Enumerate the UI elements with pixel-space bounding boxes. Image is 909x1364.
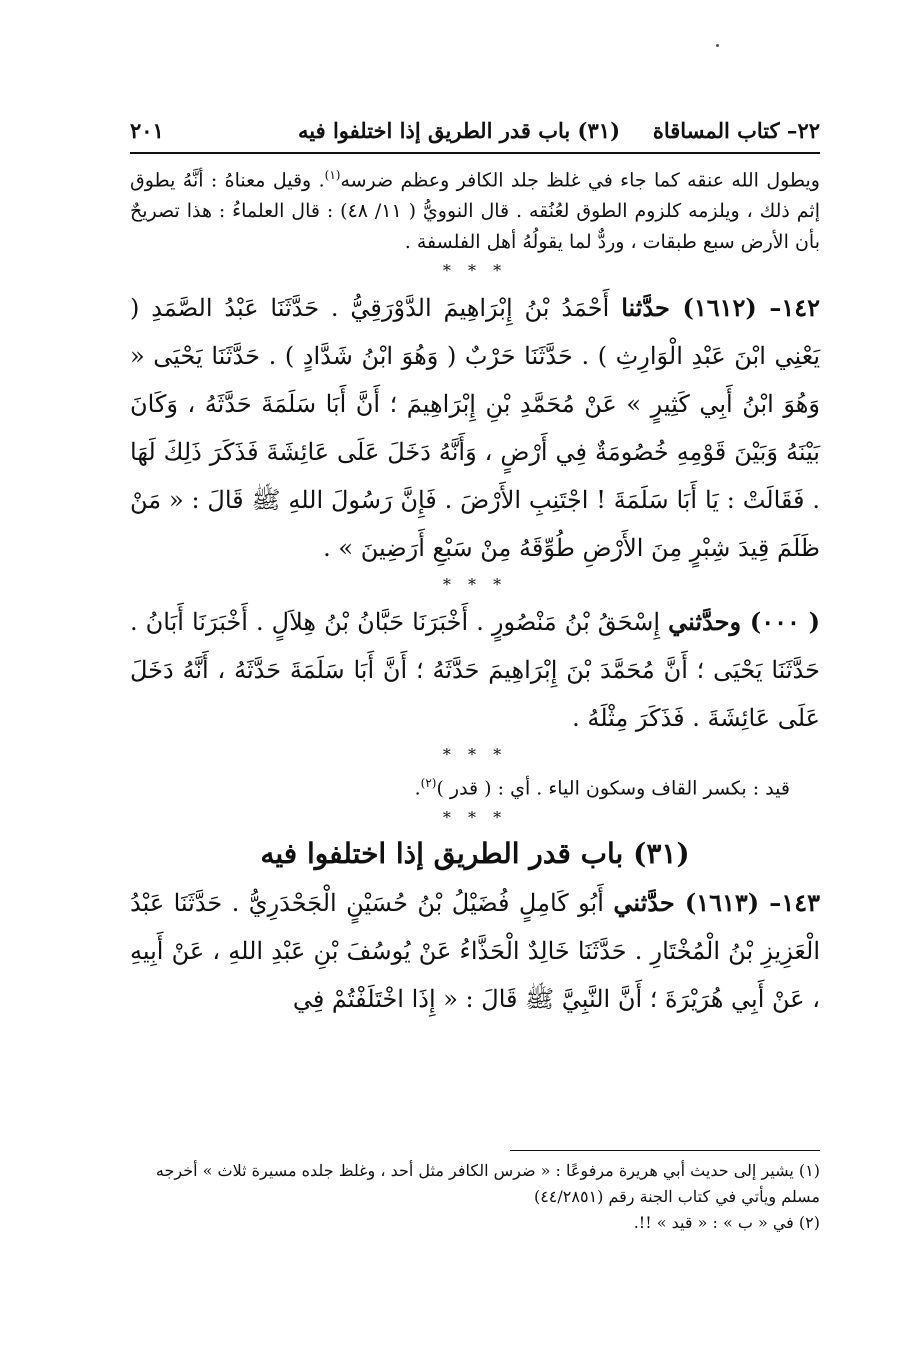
page-body bbox=[130, 160, 820, 1023]
hadith-text: أَبُو كَامِلٍ فُضَيْلُ بْنُ حُسَيْنٍ الْجَحْدَرِيُّ . حَدَّثَنَا عَبْدُ الْعَزِيزِ بْنُ الْمُخْتَارِ . حَدَّثَنَا خَالِدٌ الْحَذَّاءُ عَنْ يُوسُفَ بْنِ عَبْدِ اللهِ ، عَنْ أَبِيهِ ، عَنْ أَبِي هُرَيْرَةَ ؛ أَنَّ النَّبِيَّ ﷺ قَالَ : « إِذَا اخْتَلَفْتُمْ فِي bbox=[130, 888, 820, 1013]
hadith-000 bbox=[130, 598, 820, 742]
page-number: ٢٠١ bbox=[130, 118, 164, 143]
commentary-text: قيد : بكسر القاف وسكون الياء . أي : ( قدر ) bbox=[436, 777, 790, 800]
chapter-title: (٣١) باب قدر الطريق إذا اختلفوا فيه bbox=[260, 836, 690, 870]
section-separator: * * * bbox=[442, 261, 508, 281]
commentary-text: . bbox=[414, 777, 421, 800]
footnote-list bbox=[130, 1150, 820, 1236]
footnote-1: (١) يشير إلى حديث أبي هريرة مرفوعًا : « ضرس الكافر مثل أحد ، وغلظ جلده مسيرة ثلاث » أخرجه مسلم ويأتي في كتاب الجنة رقم (٤٤/٢٨٥١) bbox=[155, 1161, 820, 1206]
section-separator: * * * bbox=[442, 745, 508, 765]
header-chapter: ٢٢– كتاب المساقاة bbox=[652, 118, 820, 143]
hadith-text: إِسْحَقُ بْنُ مَنْصُورٍ . أَخْبَرَنَا حَبَّانُ بْنُ هِلاَلٍ . أَخْبَرَنَا أَبَانُ . حَدَّثَنَا يَحْيَى ؛ أَنَّ مُحَمَّدَ بْنَ إِبْرَاهِيمَ حَدَّثَهُ ؛ أَنَّ أَبَا سَلَمَةَ حَدَّثَهُ ، أَنَّهُ دَخَلَ عَلَى عَائِشَةَ . فَذَكَرَ مِثْلَهُ . bbox=[130, 608, 820, 733]
hadith-number: ١٤٣– (١٦١٣) حدَّثني bbox=[613, 887, 820, 917]
header-section: (٣١) باب قدر الطريق إذا اختلفوا فيه bbox=[298, 118, 620, 143]
hadith-143 bbox=[130, 879, 820, 1023]
commentary-text: . وقيل معناهُ : أنَّهُ يطوق إثم ذلك ، ويلزمه كلزوم الطوق لعُنُقه . قال النوويُّ ( ١١/ ٤٨) : قال العلماءُ : هذا تصريحٌ بأن الأرض سبع طبقات ، وردٌّ لما يقولُهُ أهل الفلسفة . bbox=[130, 169, 820, 254]
section-separator: * * * bbox=[442, 807, 508, 827]
footnotes bbox=[130, 1150, 820, 1236]
footnote-ref: (٢) bbox=[420, 776, 437, 791]
footnote-2: (٢) في « ب » : « قيد » !!. bbox=[633, 1213, 820, 1232]
commentary-paragraph bbox=[130, 768, 820, 804]
footnote-divider bbox=[510, 1150, 820, 1151]
commentary-text: ويطول الله عنقه كما جاء في غلظ جلد الكافر وعظم ضرسه bbox=[340, 169, 820, 192]
section-separator: * * * bbox=[442, 575, 508, 595]
hadith-number: ١٤٢– (١٦١٢) حدَّثنا bbox=[621, 293, 820, 323]
hadith-142 bbox=[130, 284, 820, 572]
running-header bbox=[130, 116, 820, 154]
hadith-text: أَحْمَدُ بْنُ إِبْرَاهِيمَ الدَّوْرَقِيُّ . حَدَّثَنَا عَبْدُ الصَّمَدِ ( يَعْنِي ابْنَ عَبْدِ الْوَارِثِ ) . حَدَّثَنَا حَرْبٌ ( وَهُوَ ابْنُ شَدَّادٍ ) . حَدَّثَنَا يَحْيَى « وَهُوَ ابْنُ أَبِي كَثِيرٍ » عَنْ مُحَمَّدِ بْنِ إِبْرَاهِيمَ ؛ أَنَّ أَبَا سَلَمَةَ حَدَّثَهُ ، وَكَانَ بَيْنَهُ وَبَيْنَ قَوْمِهِ خُصُومَةٌ فِي أَرْضٍ ، وَأَنَّهُ دَخَلَ عَلَى عَائِشَةَ فَذَكَرَ ذَلِكَ لَهَا . فَقَالَتْ : يَا أَبَا سَلَمَةَ ! اجْتَنِبِ الأَرْضَ . فَإِنَّ رَسُولَ اللهِ ﷺ قَالَ : « مَنْ ظَلَمَ قِيدَ شِبْرٍ مِنَ الأَرْضِ طُوِّقَهُ مِنْ سَبْعِ أَرَضِينَ » . bbox=[130, 294, 820, 563]
commentary-paragraph bbox=[130, 160, 820, 258]
footnote-ref: (١) bbox=[324, 168, 341, 182]
scan-speck bbox=[716, 44, 719, 47]
hadith-number: ( ٠٠٠) وحدَّثني bbox=[668, 607, 820, 637]
